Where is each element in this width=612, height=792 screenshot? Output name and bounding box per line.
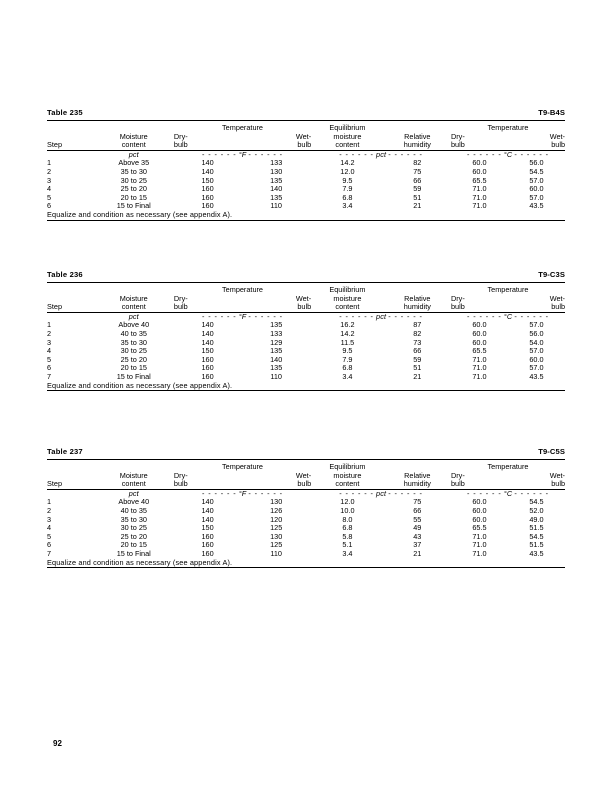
drying-schedule-table: [47, 460, 565, 567]
header-step: Step: [47, 302, 63, 312]
cell-emc: 6.8: [342, 192, 353, 202]
header-equilibrium-l3: content: [335, 479, 360, 489]
cell-emc: 9.5: [342, 175, 353, 185]
cell-dry-bulb-c: 60.0: [472, 328, 487, 338]
drying-schedule-table: [47, 121, 565, 220]
cell-step: 5: [47, 192, 52, 202]
table-caption: [47, 108, 565, 120]
header-step: Step: [47, 479, 63, 489]
cell-dry-bulb-f: 160: [201, 371, 214, 381]
cell-emc: 8.0: [342, 514, 353, 524]
header-step: Step: [47, 140, 63, 150]
table-code: T9-B4S: [538, 108, 565, 117]
table-note: Equalize and condition as necessary (see appendix A).: [47, 209, 233, 219]
cell-dry-bulb-c: 71.0: [472, 371, 487, 381]
cell-rh: 87: [413, 320, 422, 330]
cell-dry-bulb-f: 160: [201, 363, 214, 373]
cell-moisture-content: 30 to 25: [120, 523, 147, 533]
header-equilibrium-l2: moisture: [333, 131, 362, 141]
cell-step: 2: [47, 166, 52, 176]
cell-emc: 14.2: [340, 158, 355, 168]
cell-wet-bulb-f: 130: [270, 531, 283, 541]
header-wetbulb-c-l2: bulb: [551, 140, 565, 150]
header-rh-l1: Relative: [404, 131, 431, 141]
cell-dry-bulb-f: 160: [201, 531, 214, 541]
cell-wet-bulb-c: 49.0: [529, 514, 544, 524]
header-equilibrium-l2: moisture: [333, 293, 362, 303]
table-note-row: [47, 559, 565, 568]
cell-moisture-content: 20 to 15: [120, 540, 147, 550]
cell-emc: 6.8: [342, 523, 353, 533]
cell-emc: 16.2: [340, 320, 355, 330]
cell-dry-bulb-c: 71.0: [472, 354, 487, 364]
header-equilibrium-l3: content: [335, 140, 360, 150]
cell-wet-bulb-f: 133: [270, 328, 283, 338]
cell-rh: 59: [413, 354, 422, 364]
header-main-row: [47, 480, 565, 489]
cell-dry-bulb-f: 150: [201, 175, 214, 185]
cell-moisture-content: Above 40: [118, 320, 150, 330]
cell-rh: 21: [413, 371, 422, 381]
cell-emc: 6.8: [342, 363, 353, 373]
cell-wet-bulb-c: 54.5: [529, 531, 544, 541]
cell-wet-bulb-c: 60.0: [529, 354, 544, 364]
header-moisture-l1: Moisture: [119, 293, 148, 303]
header-drybulb-c-l1: Dry-: [450, 293, 465, 303]
cell-step: 1: [47, 320, 52, 330]
cell-moisture-content: 25 to 20: [120, 354, 147, 364]
cell-moisture-content: 40 to 35: [120, 328, 147, 338]
cell-dry-bulb-c: 71.0: [472, 531, 487, 541]
header-temperature-f: Temperature: [222, 285, 263, 294]
cell-dry-bulb-c: 71.0: [472, 184, 487, 194]
header-temperature-f: Temperature: [222, 123, 263, 132]
cell-wet-bulb-c: 56.0: [529, 158, 544, 168]
units-fahrenheit: - - - - - - °F - - - - - -: [202, 149, 283, 159]
cell-wet-bulb-f: 125: [270, 540, 283, 550]
cell-dry-bulb-c: 60.0: [472, 505, 487, 515]
cell-dry-bulb-f: 150: [201, 523, 214, 533]
header-wetbulb-f-l1: Wet-: [295, 131, 312, 141]
table-title: Table 237: [47, 447, 83, 456]
cell-dry-bulb-f: 140: [201, 505, 214, 515]
cell-moisture-content: 35 to 30: [120, 166, 147, 176]
cell-dry-bulb-c: 60.0: [472, 166, 487, 176]
cell-emc: 3.4: [342, 201, 353, 211]
cell-dry-bulb-c: 71.0: [472, 201, 487, 211]
header-wetbulb-c-l1: Wet-: [549, 470, 565, 480]
cell-emc: 9.5: [342, 346, 353, 356]
cell-dry-bulb-c: 65.5: [472, 523, 487, 533]
header-moisture-l2: content: [121, 140, 146, 150]
cell-wet-bulb-c: 43.5: [529, 201, 544, 211]
cell-dry-bulb-f: 160: [201, 540, 214, 550]
cell-emc: 5.8: [342, 531, 353, 541]
cell-moisture-content: 30 to 25: [120, 346, 147, 356]
header-moisture-l1: Moisture: [119, 131, 148, 141]
cell-wet-bulb-c: 57.0: [529, 192, 544, 202]
cell-step: 4: [47, 523, 52, 533]
table-code: T9-C3S: [538, 270, 565, 279]
cell-step: 3: [47, 337, 52, 347]
cell-dry-bulb-c: 65.5: [472, 346, 487, 356]
cell-wet-bulb-f: 110: [270, 371, 282, 381]
cell-step: 6: [47, 363, 52, 373]
cell-wet-bulb-c: 51.5: [529, 540, 544, 550]
header-temperature-c: Temperature: [487, 462, 529, 471]
cell-dry-bulb-c: 60.0: [472, 320, 487, 330]
cell-rh: 51: [413, 363, 422, 373]
cell-wet-bulb-f: 135: [270, 175, 283, 185]
header-drybulb-c-l2: bulb: [450, 302, 465, 312]
header-wetbulb-f-l2: bulb: [297, 140, 312, 150]
cell-dry-bulb-f: 160: [201, 354, 214, 364]
cell-step: 5: [47, 354, 52, 364]
cell-step: 4: [47, 346, 52, 356]
cell-step: 3: [47, 175, 52, 185]
header-main-row: [47, 303, 565, 312]
cell-wet-bulb-f: 135: [270, 346, 283, 356]
cell-dry-bulb-c: 71.0: [472, 192, 487, 202]
cell-step: 1: [47, 497, 52, 507]
header-rh-l1: Relative: [404, 470, 431, 480]
cell-wet-bulb-f: 130: [270, 497, 283, 507]
cell-step: 5: [47, 531, 52, 541]
header-drybulb-c-l2: bulb: [450, 479, 465, 489]
cell-emc: 12.0: [340, 497, 355, 507]
cell-step: 6: [47, 201, 52, 211]
header-drybulb-f-l1: Dry-: [173, 470, 188, 480]
cell-rh: 82: [413, 158, 422, 168]
cell-dry-bulb-c: 60.0: [472, 514, 487, 524]
cell-moisture-content: Above 35: [118, 158, 150, 168]
cell-emc: 11.5: [340, 337, 355, 347]
cell-moisture-content: 15 to Final: [116, 371, 151, 381]
table-note: Equalize and condition as necessary (see appendix A).: [47, 380, 233, 390]
cell-wet-bulb-c: 57.0: [529, 363, 544, 373]
header-equilibrium-l1: Equilibrium: [329, 285, 366, 294]
cell-dry-bulb-f: 150: [201, 346, 214, 356]
cell-wet-bulb-f: 126: [270, 505, 283, 515]
cell-moisture-content: 30 to 25: [120, 175, 147, 185]
units-pct-range: - - - - - - pct - - - - - -: [339, 149, 423, 159]
header-wetbulb-c-l2: bulb: [551, 479, 565, 489]
cell-moisture-content: 15 to Final: [116, 548, 151, 558]
units-pct-range: - - - - - - pct - - - - - -: [339, 488, 423, 498]
cell-emc: 7.9: [342, 184, 353, 194]
cell-step: 7: [47, 548, 52, 558]
cell-wet-bulb-f: 133: [270, 158, 283, 168]
cell-moisture-content: 35 to 30: [120, 337, 147, 347]
cell-rh: 21: [413, 201, 422, 211]
cell-moisture-content: 35 to 30: [120, 514, 147, 524]
cell-wet-bulb-f: 110: [270, 201, 282, 211]
table-head: [47, 460, 565, 489]
cell-dry-bulb-c: 71.0: [472, 363, 487, 373]
cell-wet-bulb-c: 54.5: [529, 166, 544, 176]
units-celsius: - - - - - - °C - - - - - -: [467, 311, 549, 321]
cell-emc: 7.9: [342, 354, 353, 364]
table-head: [47, 121, 565, 150]
units-celsius: - - - - - - °C - - - - - -: [467, 149, 549, 159]
header-equilibrium-l3: content: [335, 302, 360, 312]
cell-wet-bulb-c: 51.5: [529, 523, 544, 533]
cell-rh: 55: [413, 514, 422, 524]
cell-moisture-content: 25 to 20: [120, 531, 147, 541]
cell-rh: 21: [413, 548, 422, 558]
cell-dry-bulb-f: 160: [201, 184, 214, 194]
cell-dry-bulb-f: 160: [201, 192, 214, 202]
cell-dry-bulb-c: 60.0: [472, 337, 487, 347]
header-equilibrium-l1: Equilibrium: [329, 123, 366, 132]
cell-wet-bulb-c: 54.5: [529, 497, 544, 507]
cell-dry-bulb-f: 160: [201, 201, 214, 211]
table-block-235: [47, 108, 565, 221]
cell-rh: 49: [413, 523, 422, 533]
units-celsius: - - - - - - °C - - - - - -: [467, 488, 549, 498]
units-pct: pct: [128, 311, 139, 321]
cell-emc: 12.0: [340, 166, 355, 176]
cell-dry-bulb-c: 71.0: [472, 548, 487, 558]
header-equilibrium-l1: Equilibrium: [329, 462, 366, 471]
cell-dry-bulb-c: 60.0: [472, 158, 487, 168]
header-wetbulb-c-l1: Wet-: [549, 131, 565, 141]
cell-rh: 66: [413, 505, 422, 515]
header-wetbulb-c-l2: bulb: [551, 302, 565, 312]
units-fahrenheit: - - - - - - °F - - - - - -: [202, 311, 283, 321]
table-note-row: [47, 382, 565, 391]
units-pct-range: - - - - - - pct - - - - - -: [339, 311, 423, 321]
cell-rh: 75: [413, 497, 422, 507]
units-pct: pct: [128, 149, 139, 159]
cell-emc: 14.2: [340, 328, 355, 338]
cell-step: 2: [47, 505, 52, 515]
cell-dry-bulb-f: 160: [201, 548, 214, 558]
header-wetbulb-f-l1: Wet-: [295, 470, 312, 480]
header-rh-l2: humidity: [403, 140, 431, 150]
cell-dry-bulb-f: 140: [201, 320, 214, 330]
table-body: [47, 312, 565, 390]
cell-moisture-content: 25 to 20: [120, 184, 147, 194]
cell-wet-bulb-f: 110: [270, 548, 282, 558]
cell-dry-bulb-f: 140: [201, 497, 214, 507]
table-body: [47, 150, 565, 220]
cell-wet-bulb-f: 135: [270, 320, 283, 330]
header-drybulb-c-l2: bulb: [450, 140, 465, 150]
table-head: [47, 283, 565, 312]
header-drybulb-c-l1: Dry-: [450, 131, 465, 141]
header-rh-l2: humidity: [403, 302, 431, 312]
cell-rh: 66: [413, 346, 422, 356]
cell-emc: 5.1: [342, 540, 353, 550]
cell-moisture-content: 20 to 15: [120, 192, 147, 202]
cell-moisture-content: Above 40: [118, 497, 150, 507]
cell-dry-bulb-f: 140: [201, 158, 214, 168]
header-wetbulb-f-l2: bulb: [297, 479, 312, 489]
cell-wet-bulb-c: 43.5: [529, 548, 544, 558]
rule-bottom: [47, 567, 565, 568]
header-moisture-l2: content: [121, 479, 146, 489]
cell-rh: 75: [413, 166, 422, 176]
cell-rh: 59: [413, 184, 422, 194]
header-wetbulb-f-l2: bulb: [297, 302, 312, 312]
header-drybulb-c-l1: Dry-: [450, 470, 465, 480]
table-caption: [47, 270, 565, 282]
header-equilibrium-l2: moisture: [333, 470, 362, 480]
cell-step: 3: [47, 514, 52, 524]
header-drybulb-f-l1: Dry-: [173, 131, 188, 141]
table-caption: [47, 447, 565, 459]
drying-schedule-table: [47, 283, 565, 390]
cell-emc: 10.0: [340, 505, 355, 515]
cell-wet-bulb-f: 120: [270, 514, 283, 524]
header-wetbulb-c-l1: Wet-: [549, 293, 565, 303]
cell-wet-bulb-f: 125: [270, 523, 283, 533]
cell-wet-bulb-c: 56.0: [529, 328, 544, 338]
table-block-236: [47, 270, 565, 391]
header-moisture-l2: content: [121, 302, 146, 312]
cell-wet-bulb-c: 43.5: [529, 371, 544, 381]
header-wetbulb-f-l1: Wet-: [295, 293, 312, 303]
rule-bottom: [47, 390, 565, 391]
cell-step: 4: [47, 184, 52, 194]
cell-wet-bulb-c: 60.0: [529, 184, 544, 194]
cell-dry-bulb-c: 60.0: [472, 497, 487, 507]
table-block-237: [47, 447, 565, 568]
table-note: Equalize and condition as necessary (see appendix A).: [47, 557, 233, 567]
cell-wet-bulb-c: 52.0: [529, 505, 544, 515]
cell-rh: 43: [413, 531, 422, 541]
cell-dry-bulb-c: 71.0: [472, 540, 487, 550]
header-drybulb-f-l2: bulb: [173, 140, 188, 150]
cell-moisture-content: 20 to 15: [120, 363, 147, 373]
page-number: 92: [53, 739, 62, 748]
header-temperature-f: Temperature: [222, 462, 263, 471]
cell-step: 1: [47, 158, 52, 168]
cell-dry-bulb-c: 65.5: [472, 175, 487, 185]
cell-wet-bulb-c: 57.0: [529, 346, 544, 356]
cell-wet-bulb-f: 135: [270, 192, 283, 202]
cell-rh: 66: [413, 175, 422, 185]
cell-dry-bulb-f: 140: [201, 328, 214, 338]
cell-emc: 3.4: [342, 371, 353, 381]
header-temperature-c: Temperature: [487, 123, 529, 132]
cell-wet-bulb-c: 54.0: [529, 337, 544, 347]
header-rh-l2: humidity: [403, 479, 431, 489]
cell-wet-bulb-f: 129: [270, 337, 283, 347]
cell-wet-bulb-f: 140: [270, 184, 283, 194]
cell-step: 2: [47, 328, 52, 338]
units-fahrenheit: - - - - - - °F - - - - - -: [202, 488, 283, 498]
table-note-row: [47, 211, 565, 220]
cell-emc: 3.4: [342, 548, 353, 558]
cell-step: 7: [47, 371, 52, 381]
cell-rh: 51: [413, 192, 422, 202]
table-code: T9-C5S: [538, 447, 565, 456]
cell-wet-bulb-c: 57.0: [529, 175, 544, 185]
cell-rh: 37: [413, 540, 422, 550]
header-drybulb-f-l2: bulb: [173, 479, 188, 489]
cell-step: 6: [47, 540, 52, 550]
table-title: Table 236: [47, 270, 83, 279]
cell-wet-bulb-f: 140: [270, 354, 283, 364]
cell-wet-bulb-f: 130: [270, 166, 283, 176]
cell-rh: 82: [413, 328, 422, 338]
cell-moisture-content: 15 to Final: [116, 201, 151, 211]
header-drybulb-f-l1: Dry-: [173, 293, 188, 303]
header-main-row: [47, 141, 565, 150]
table-title: Table 235: [47, 108, 83, 117]
table-body: [47, 489, 565, 567]
cell-dry-bulb-f: 140: [201, 514, 214, 524]
header-rh-l1: Relative: [404, 293, 431, 303]
cell-rh: 73: [413, 337, 422, 347]
rule-bottom: [47, 220, 565, 221]
header-temperature-c: Temperature: [487, 285, 529, 294]
units-pct: pct: [128, 488, 139, 498]
cell-wet-bulb-f: 135: [270, 363, 283, 373]
cell-wet-bulb-c: 57.0: [529, 320, 544, 330]
cell-moisture-content: 40 to 35: [120, 505, 147, 515]
header-moisture-l1: Moisture: [119, 470, 148, 480]
cell-dry-bulb-f: 140: [201, 337, 214, 347]
cell-dry-bulb-f: 140: [201, 166, 214, 176]
header-drybulb-f-l2: bulb: [173, 302, 188, 312]
